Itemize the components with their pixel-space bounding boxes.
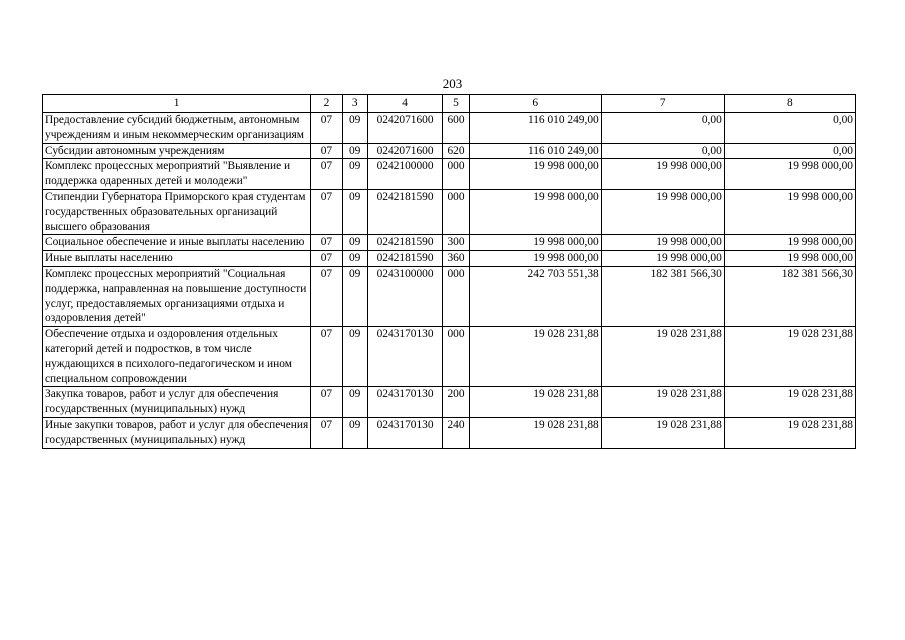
column-header: 4 (367, 95, 443, 113)
amount-col7: 19 998 000,00 (601, 235, 724, 251)
amount-col7: 19 998 000,00 (601, 159, 724, 190)
amount-col8: 19 028 231,88 (724, 327, 855, 387)
section-code: 07 (311, 113, 342, 144)
section-code: 07 (311, 235, 342, 251)
target-article-code: 0242100000 (367, 159, 443, 190)
expense-type-code: 200 (443, 387, 469, 418)
amount-col6: 242 703 551,38 (469, 266, 601, 326)
amount-col8: 19 998 000,00 (724, 251, 855, 267)
table-row (43, 235, 856, 251)
target-article-code: 0242181590 (367, 235, 443, 251)
amount-col6: 19 028 231,88 (469, 327, 601, 387)
expense-type-code: 000 (443, 159, 469, 190)
row-name: Комплекс процессных мероприятий "Выявление и поддержка одаренных детей и молодежи" (43, 159, 311, 190)
amount-col8: 19 028 231,88 (724, 417, 855, 448)
amount-col7: 19 028 231,88 (601, 417, 724, 448)
table-row (43, 189, 856, 234)
amount-col8: 182 381 566,30 (724, 266, 855, 326)
target-article-code: 0242181590 (367, 251, 443, 267)
expense-type-code: 000 (443, 266, 469, 326)
amount-col7: 19 028 231,88 (601, 327, 724, 387)
amount-col6: 19 028 231,88 (469, 387, 601, 418)
subsection-code: 09 (342, 159, 367, 190)
expense-type-code: 240 (443, 417, 469, 448)
table-row (43, 251, 856, 267)
amount-col8: 19 998 000,00 (724, 189, 855, 234)
column-header: 5 (443, 95, 469, 113)
subsection-code: 09 (342, 327, 367, 387)
table-row (43, 327, 856, 387)
row-name: Стипендии Губернатора Приморского края студентам государственных образовательных организаций высшего образования (43, 189, 311, 234)
expense-type-code: 000 (443, 327, 469, 387)
column-header: 3 (342, 95, 367, 113)
row-name: Комплекс процессных мероприятий "Социальная поддержка, направленная на повышение доступности услуг, предоставляемых организациями отдыха и оздоровления детей" (43, 266, 311, 326)
column-header: 6 (469, 95, 601, 113)
table-row (43, 159, 856, 190)
section-code: 07 (311, 143, 342, 159)
section-code: 07 (311, 387, 342, 418)
section-code: 07 (311, 417, 342, 448)
row-name: Социальное обеспечение и иные выплаты населению (43, 235, 311, 251)
amount-col6: 116 010 249,00 (469, 143, 601, 159)
amount-col8: 19 028 231,88 (724, 387, 855, 418)
row-name: Субсидии автономным учреждениям (43, 143, 311, 159)
amount-col6: 19 998 000,00 (469, 189, 601, 234)
row-name: Обеспечение отдыха и оздоровления отдельных категорий детей и подростков, в том числе нуждающихся в психолого-педагогическом и ином специальном сопровождении (43, 327, 311, 387)
expense-type-code: 000 (443, 189, 469, 234)
amount-col7: 19 998 000,00 (601, 251, 724, 267)
section-code: 07 (311, 251, 342, 267)
subsection-code: 09 (342, 143, 367, 159)
table-row (43, 113, 856, 144)
section-code: 07 (311, 159, 342, 190)
column-header: 7 (601, 95, 724, 113)
amount-col6: 19 998 000,00 (469, 251, 601, 267)
table-row (43, 387, 856, 418)
target-article-code: 0243170130 (367, 417, 443, 448)
subsection-code: 09 (342, 387, 367, 418)
subsection-code: 09 (342, 417, 367, 448)
target-article-code: 0242181590 (367, 189, 443, 234)
expense-type-code: 600 (443, 113, 469, 144)
table-row (43, 143, 856, 159)
target-article-code: 0242071600 (367, 113, 443, 144)
amount-col8: 19 998 000,00 (724, 235, 855, 251)
expense-type-code: 360 (443, 251, 469, 267)
row-name: Иные закупки товаров, работ и услуг для обеспечения государственных (муниципальных) нужд (43, 417, 311, 448)
column-header: 8 (724, 95, 855, 113)
table-row (43, 266, 856, 326)
column-header: 2 (311, 95, 342, 113)
amount-col7: 182 381 566,30 (601, 266, 724, 326)
amount-col8: 19 998 000,00 (724, 159, 855, 190)
amount-col6: 19 998 000,00 (469, 235, 601, 251)
subsection-code: 09 (342, 235, 367, 251)
expense-type-code: 620 (443, 143, 469, 159)
amount-col8: 0,00 (724, 113, 855, 144)
column-header: 1 (43, 95, 311, 113)
row-name: Закупка товаров, работ и услуг для обеспечения государственных (муниципальных) нужд (43, 387, 311, 418)
section-code: 07 (311, 189, 342, 234)
row-name: Предоставление субсидий бюджетным, автономным учреждениям и иным некоммерческим организациям (43, 113, 311, 144)
amount-col6: 19 998 000,00 (469, 159, 601, 190)
target-article-code: 0243170130 (367, 387, 443, 418)
table-row (43, 417, 856, 448)
amount-col7: 19 998 000,00 (601, 189, 724, 234)
subsection-code: 09 (342, 251, 367, 267)
amount-col8: 0,00 (724, 143, 855, 159)
section-code: 07 (311, 327, 342, 387)
target-article-code: 0243100000 (367, 266, 443, 326)
amount-col7: 0,00 (601, 143, 724, 159)
header-row (43, 95, 856, 113)
subsection-code: 09 (342, 189, 367, 234)
budget-table (42, 94, 856, 449)
subsection-code: 09 (342, 266, 367, 326)
target-article-code: 0242071600 (367, 143, 443, 159)
amount-col7: 19 028 231,88 (601, 387, 724, 418)
amount-col6: 19 028 231,88 (469, 417, 601, 448)
section-code: 07 (311, 266, 342, 326)
page-number: 203 (442, 76, 463, 91)
row-name: Иные выплаты населению (43, 251, 311, 267)
target-article-code: 0243170130 (367, 327, 443, 387)
amount-col6: 116 010 249,00 (469, 113, 601, 144)
subsection-code: 09 (342, 113, 367, 144)
expense-type-code: 300 (443, 235, 469, 251)
amount-col7: 0,00 (601, 113, 724, 144)
